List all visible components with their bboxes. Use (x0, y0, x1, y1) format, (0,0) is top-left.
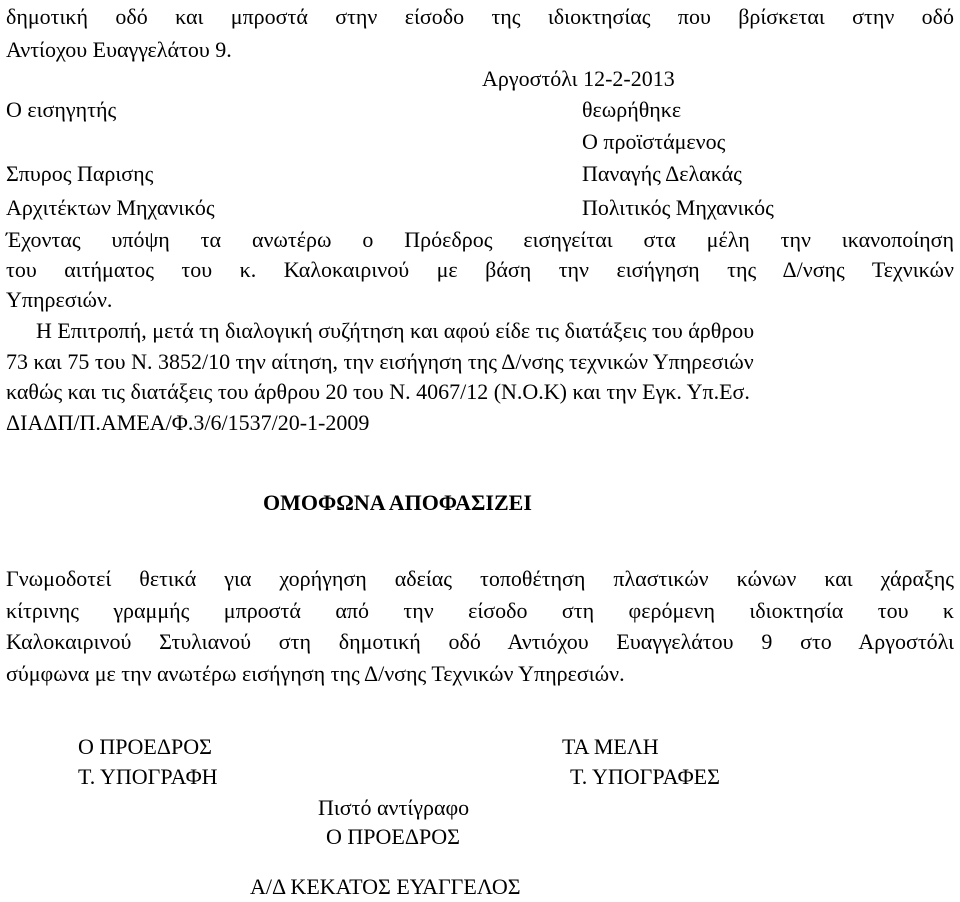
members-signatures: Τ. ΥΠΟΓΡΑΦΕΣ (570, 764, 720, 789)
decision-line-4: σύμφωνα με την ανωτέρω εισήγηση της Δ/νσης Τεχνικών Υπηρεσιών. (6, 661, 625, 686)
seen-label: θεωρήθηκε (582, 97, 682, 122)
rapporteur-name: Σπυρος Παρισης (6, 161, 154, 186)
proposal-line-3: Υπηρεσιών. (6, 287, 113, 312)
supervisor-role: Ο προϊστάμενος (582, 129, 726, 154)
supervisor-title: Πολιτικός Μηχανικός (582, 195, 774, 220)
decision-heading: ΟΜΟΦΩΝΑ ΑΠΟΦΑΣΙΖΕΙ (263, 490, 532, 515)
true-copy-president: Ο ΠΡΟΕΔΡΟΣ (326, 824, 460, 849)
committee-line-4: ΔΙΑΔΠ/Π.ΑΜΕΑ/Φ.3/6/1537/20-1-2009 (6, 410, 370, 435)
committee-line-3: καθώς και τις διατάξεις του άρθρου 20 του Ν. 4067/12 (Ν.Ο.Κ) και την Εγκ. Υπ.Εσ. (6, 379, 750, 404)
proposal-line-2: του αιτήματος του κ. Καλοκαιρινού με βάση την εισήγηση της Δ/νσης Τεχνικών (6, 257, 954, 282)
committee-line-1: Η Επιτροπή, μετά τη διαλογική συζήτηση και αφού είδε τις διατάξεις του άρθρου (36, 318, 755, 343)
place-date: Αργοστόλι 12-2-2013 (482, 66, 675, 91)
president-label: Ο ΠΡΟΕΔΡΟΣ (78, 734, 212, 759)
acting-president-name: Α/Δ ΚΕΚΑΤΟΣ ΕΥΑΓΓΕΛΟΣ (250, 874, 521, 899)
intro-line-2: Αντίοχου Ευαγγελάτου 9. (6, 37, 232, 62)
decision-line-2: κίτρινης γραμμής μπροστά από την είσοδο στη φερόμενη ιδιοκτησία του κ (6, 598, 954, 623)
committee-line-2: 73 και 75 του Ν. 3852/10 την αίτηση, την εισήγηση της Δ/νσης τεχνικών Υπηρεσιών (6, 349, 754, 374)
intro-line-1: δημοτική οδό και μπροστά στην είσοδο της ιδιοκτησίας που βρίσκεται στην οδό (6, 4, 954, 29)
decision-line-3: Καλοκαιρινού Στυλιανού στη δημοτική οδό Αντιόχου Ευαγγελάτου 9 στο Αργοστόλι (6, 629, 954, 654)
supervisor-name: Παναγής Δελακάς (582, 161, 742, 186)
president-signature: Τ. ΥΠΟΓΡΑΦΗ (78, 764, 218, 789)
true-copy-label: Πιστό αντίγραφο (318, 795, 470, 820)
rapporteur-role: Ο εισηγητής (6, 97, 117, 122)
decision-line-1: Γνωμοδοτεί θετικά για χορήγηση αδείας τοποθέτηση πλαστικών κώνων και χάραξης (6, 566, 954, 591)
proposal-line-1: Έχοντας υπόψη τα ανωτέρω ο Πρόεδρος εισηγείται στα μέλη την ικανοποίηση (6, 227, 954, 252)
rapporteur-title: Αρχιτέκτων Μηχανικός (6, 195, 215, 220)
members-label: ΤΑ ΜΕΛΗ (562, 734, 659, 759)
